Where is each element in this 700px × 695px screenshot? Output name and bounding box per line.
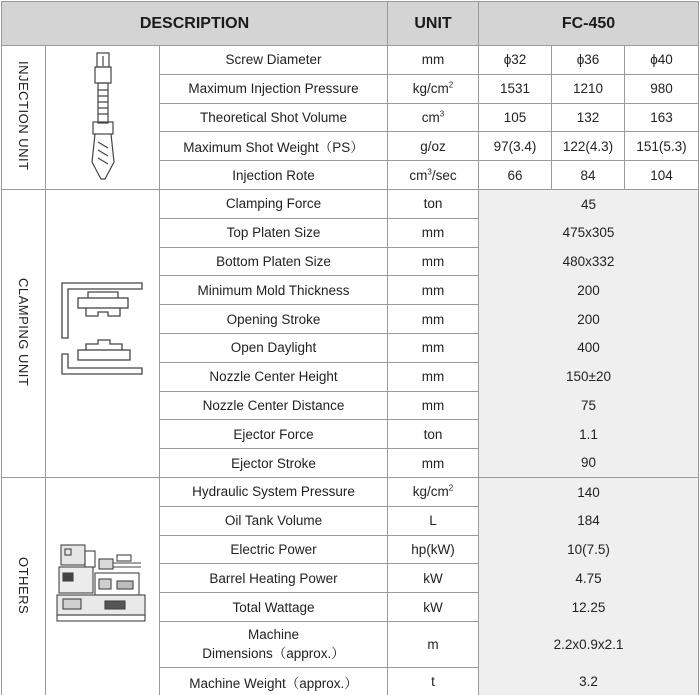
param-label: Hydraulic System Pressure: [160, 477, 388, 506]
value-cell: 2.2x0.9x2.1: [479, 621, 699, 667]
unit-cell: mm: [388, 276, 479, 305]
unit-cell: kW: [388, 593, 479, 622]
unit-cell: mm: [388, 391, 479, 420]
value-cell: 980: [625, 74, 699, 103]
param-label: Screw Diameter: [160, 46, 388, 75]
value-cell: 184: [479, 506, 699, 535]
unit-cell: mm: [388, 46, 479, 75]
spec-table: [1, 1, 699, 695]
param-label: Open Daylight: [160, 333, 388, 362]
param-label: Clamping Force: [160, 189, 388, 218]
machine-illustration: [46, 477, 160, 695]
param-label: Electric Power: [160, 535, 388, 564]
table-row: [2, 189, 699, 218]
header-model: FC-450: [479, 2, 699, 46]
value-cell: 84: [552, 161, 625, 190]
param-label: Top Platen Size: [160, 218, 388, 247]
section-label-clamping: CLAMPING UNIT: [2, 189, 46, 477]
unit-cell: g/oz: [388, 132, 479, 161]
value-cell: 200: [479, 305, 699, 334]
value-cell: 132: [552, 103, 625, 132]
value-cell: 104: [625, 161, 699, 190]
param-label: Maximum Injection Pressure: [160, 74, 388, 103]
unit-cell: mm: [388, 247, 479, 276]
value-cell: 105: [479, 103, 552, 132]
header-unit: UNIT: [388, 2, 479, 46]
param-label: Ejector Force: [160, 420, 388, 449]
value-cell: 4.75: [479, 564, 699, 593]
value-cell: ϕ36: [552, 46, 625, 75]
value-cell: 45: [479, 189, 699, 218]
clamping-illustration: [46, 189, 160, 477]
value-cell: 75: [479, 391, 699, 420]
unit-cell: mm: [388, 218, 479, 247]
unit-cell: $cm^3$: [388, 103, 479, 132]
injection-screw-icon: [68, 52, 138, 182]
unit-cell: mm: [388, 305, 479, 334]
param-label: Total Wattage: [160, 593, 388, 622]
unit-cell: L: [388, 506, 479, 535]
value-cell: 66: [479, 161, 552, 190]
param-label: Oil Tank Volume: [160, 506, 388, 535]
value-cell: 97(3.4): [479, 132, 552, 161]
value-cell: 12.25: [479, 593, 699, 622]
unit-cell: ton: [388, 189, 479, 218]
value-cell: 151(5.3): [625, 132, 699, 161]
param-label: Nozzle Center Distance: [160, 391, 388, 420]
unit-cell: mm: [388, 362, 479, 391]
unit-cell: ton: [388, 420, 479, 449]
unit-cell: $kg/cm^2$: [388, 477, 479, 506]
param-label: Opening Stroke: [160, 305, 388, 334]
clamping-unit-icon: [58, 278, 148, 388]
header-row: [2, 2, 699, 46]
value-cell: 200: [479, 276, 699, 305]
value-cell: ϕ32: [479, 46, 552, 75]
param-label: Theoretical Shot Volume: [160, 103, 388, 132]
param-label: Maximum Shot Weight（PS）: [160, 132, 388, 161]
value-cell: 163: [625, 103, 699, 132]
unit-cell: hp(kW): [388, 535, 479, 564]
unit-cell: $cm^3/\sec$: [388, 161, 479, 190]
value-cell: 480x332: [479, 247, 699, 276]
value-cell: 10(7.5): [479, 535, 699, 564]
screw-illustration: [46, 46, 160, 190]
value-cell: 475x305: [479, 218, 699, 247]
value-cell: 1.1: [479, 420, 699, 449]
unit-cell: $kg/cm^2$: [388, 74, 479, 103]
injection-machine-icon: [55, 537, 151, 637]
param-label: Injection Rote: [160, 161, 388, 190]
table-row: [2, 477, 699, 506]
param-label: Machine Weight（approx.）: [160, 667, 388, 695]
unit-cell: t: [388, 667, 479, 695]
unit-cell: kW: [388, 564, 479, 593]
value-cell: 400: [479, 333, 699, 362]
table-row: [2, 46, 699, 75]
param-label: Ejector Stroke: [160, 449, 388, 478]
value-cell: 140: [479, 477, 699, 506]
value-cell: ϕ40: [625, 46, 699, 75]
unit-cell: m: [388, 621, 479, 667]
param-label: Minimum Mold Thickness: [160, 276, 388, 305]
header-description: DESCRIPTION: [2, 2, 388, 46]
param-label: Barrel Heating Power: [160, 564, 388, 593]
value-cell: 150±20: [479, 362, 699, 391]
value-cell: 1210: [552, 74, 625, 103]
unit-cell: mm: [388, 333, 479, 362]
value-cell: 3.2: [479, 667, 699, 695]
value-cell: 122(4.3): [552, 132, 625, 161]
section-label-injection: INJECTION UNIT: [2, 46, 46, 190]
param-label: Machine Dimensions（approx.）: [160, 621, 388, 667]
param-label: Bottom Platen Size: [160, 247, 388, 276]
unit-cell: mm: [388, 449, 479, 478]
value-cell: 90: [479, 449, 699, 478]
value-cell: 1531: [479, 74, 552, 103]
section-label-others: OTHERS: [2, 477, 46, 695]
param-label: Nozzle Center Height: [160, 362, 388, 391]
